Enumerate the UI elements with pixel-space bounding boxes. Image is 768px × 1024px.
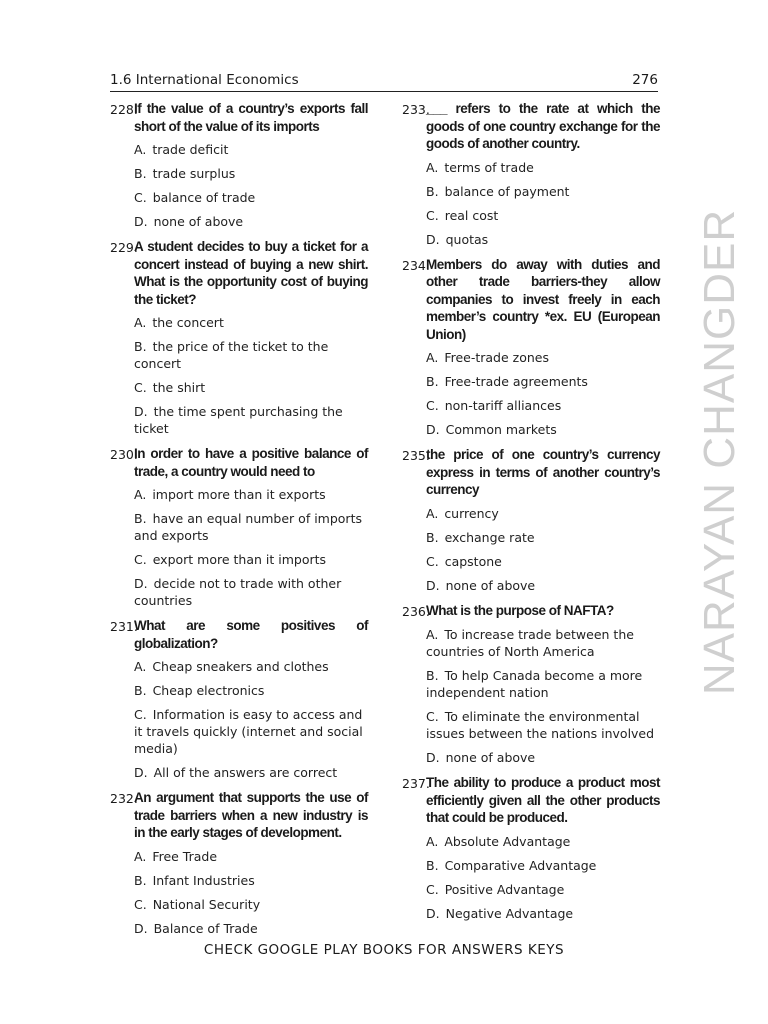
option-letter: D. xyxy=(134,920,148,936)
option-letter: C. xyxy=(426,398,439,413)
option-letter: D. xyxy=(134,765,148,780)
answer-option xyxy=(426,505,660,522)
option-text: Infant Industries xyxy=(152,872,255,888)
answer-option xyxy=(134,920,368,937)
option-text: export more than it imports xyxy=(152,552,327,567)
option-letter: D. xyxy=(426,422,440,437)
option-letter: D. xyxy=(134,214,148,229)
option-letter: A. xyxy=(134,487,147,502)
option-text: Negative Advantage xyxy=(445,905,574,921)
option-letter: C. xyxy=(134,380,147,395)
option-letter: C. xyxy=(134,707,147,722)
watermark-text: NARAYAN CHANGDER xyxy=(695,208,744,696)
option-list xyxy=(402,833,660,922)
question-text: An argument that supports the use of trade barriers when a new industry is in the early stages of development. xyxy=(134,790,368,840)
answer-option xyxy=(134,706,368,757)
answer-option xyxy=(134,551,368,568)
question-number: 231. xyxy=(110,619,138,634)
question-item xyxy=(402,602,660,767)
question-number: 228. xyxy=(110,102,138,117)
question-header xyxy=(110,789,368,842)
option-text: Free-trade agreements xyxy=(444,374,588,389)
question-item xyxy=(110,789,368,937)
answer-option xyxy=(426,421,660,438)
answer-option xyxy=(426,373,660,390)
answer-option xyxy=(134,189,368,206)
option-text: terms of trade xyxy=(444,159,534,175)
option-letter: A. xyxy=(134,142,147,157)
question-item xyxy=(402,256,660,439)
answer-option xyxy=(134,510,368,544)
question-text: In order to have a positive balance of trade, a country would need to xyxy=(134,446,368,479)
option-letter: D. xyxy=(426,577,440,593)
option-letter: A. xyxy=(426,159,439,175)
question-item xyxy=(402,100,660,248)
question-header xyxy=(110,238,368,308)
option-text: capstone xyxy=(444,553,502,569)
option-list xyxy=(402,349,660,438)
question-item xyxy=(110,100,368,230)
answer-option xyxy=(134,764,368,781)
question-text: If the value of a country’s exports fall short of the value of its imports xyxy=(134,101,368,134)
answer-option xyxy=(426,667,660,701)
question-header xyxy=(110,445,368,480)
option-text: have an equal number of imports and exports xyxy=(134,511,362,543)
option-letter: D. xyxy=(426,905,440,921)
option-letter: B. xyxy=(426,374,439,389)
option-list xyxy=(402,159,660,248)
question-number: 229. xyxy=(110,240,138,255)
question-item xyxy=(110,445,368,609)
option-letter: C. xyxy=(426,207,439,223)
option-text: none of above xyxy=(445,750,536,765)
option-text: Free-trade zones xyxy=(444,350,549,365)
answer-option xyxy=(426,207,660,224)
option-letter: C. xyxy=(426,553,439,569)
answer-option xyxy=(426,349,660,366)
option-text: To help Canada become a more independent nation xyxy=(426,668,643,700)
question-text: What is the purpose of NAFTA? xyxy=(426,602,614,618)
left-column xyxy=(110,100,368,945)
answer-option xyxy=(426,397,660,414)
answer-option xyxy=(134,165,368,182)
question-text: the price of one country’s currency express in terms of another country’s currency xyxy=(426,447,660,497)
option-text: Cheap sneakers and clothes xyxy=(152,659,329,674)
question-header xyxy=(402,256,660,344)
option-text: All of the answers are correct xyxy=(153,765,338,780)
option-text: trade surplus xyxy=(152,166,236,181)
question-header xyxy=(402,774,660,827)
answer-option xyxy=(134,314,368,331)
option-list xyxy=(402,505,660,594)
page-footer: CHECK GOOGLE PLAY BOOKS FOR ANSWERS KEYS xyxy=(203,942,565,958)
option-letter: B. xyxy=(426,529,439,545)
answer-option xyxy=(426,905,660,922)
option-letter: B. xyxy=(426,183,439,199)
option-letter: B. xyxy=(134,683,147,698)
option-letter: C. xyxy=(426,709,439,724)
answer-option xyxy=(426,881,660,898)
answer-option xyxy=(426,708,660,742)
question-header xyxy=(402,602,660,621)
option-text: Absolute Advantage xyxy=(444,833,571,849)
option-text: import more than it exports xyxy=(152,487,326,502)
option-letter: D. xyxy=(426,750,440,765)
option-list xyxy=(110,314,368,437)
option-letter: C. xyxy=(134,190,147,205)
answer-option xyxy=(134,403,368,437)
option-letter: B. xyxy=(134,339,147,354)
option-list xyxy=(402,626,660,766)
question-number: 233. xyxy=(402,102,430,117)
option-text: To eliminate the environmental issues between the nations involved xyxy=(426,709,655,741)
answer-option xyxy=(134,338,368,372)
question-text: Members do away with duties and other trade barriers-they allow companies to invest freely in each member’s country *ex. EU (European Union) xyxy=(426,256,660,342)
question-header xyxy=(110,100,368,135)
option-text: exchange rate xyxy=(444,529,535,545)
watermark xyxy=(690,208,750,696)
question-number: 230. xyxy=(110,447,138,462)
question-item xyxy=(110,238,368,437)
answer-option xyxy=(426,749,660,766)
option-letter: D. xyxy=(134,404,148,419)
option-letter: A. xyxy=(426,505,439,521)
option-list xyxy=(110,141,368,230)
question-item xyxy=(402,774,660,922)
page-number: 276 xyxy=(632,72,658,88)
option-text: the time spent purchasing the ticket xyxy=(134,404,343,436)
answer-option xyxy=(134,575,368,609)
answer-option xyxy=(134,658,368,675)
option-text: the shirt xyxy=(152,380,206,395)
option-letter: D. xyxy=(134,576,148,591)
answer-option xyxy=(426,183,660,200)
option-letter: C. xyxy=(426,881,439,897)
question-text: ___ refers to the rate at which the goods of one country exchange for the goods of another country. xyxy=(426,101,660,151)
question-item xyxy=(110,617,368,781)
option-letter: C. xyxy=(134,896,147,912)
option-letter: B. xyxy=(426,857,439,873)
answer-option xyxy=(426,159,660,176)
option-text: Free Trade xyxy=(152,848,218,864)
option-text: non-tariff alliances xyxy=(444,398,562,413)
answer-option xyxy=(134,379,368,396)
answer-option xyxy=(134,141,368,158)
answer-option xyxy=(134,896,368,913)
question-text: A student decides to buy a ticket for a concert instead of buying a new shirt. What is the opportunity cost of buying the ticket? xyxy=(134,239,368,307)
answer-option xyxy=(134,872,368,889)
option-list xyxy=(110,658,368,781)
option-list xyxy=(110,486,368,609)
option-letter: B. xyxy=(426,668,439,683)
option-text: balance of payment xyxy=(444,183,570,199)
option-text: To increase trade between the countries of North America xyxy=(426,627,634,659)
option-text: none of above xyxy=(153,214,244,229)
right-column xyxy=(402,100,660,930)
answer-option xyxy=(426,231,660,248)
question-text: What are some positives of globalization? xyxy=(134,618,368,651)
option-text: currency xyxy=(444,505,499,521)
option-letter: A. xyxy=(426,627,439,642)
question-number: 237. xyxy=(402,776,430,791)
answer-option xyxy=(426,577,660,594)
question-header xyxy=(402,446,660,499)
answer-option xyxy=(426,857,660,874)
option-list xyxy=(110,848,368,937)
option-text: Cheap electronics xyxy=(152,683,265,698)
option-text: real cost xyxy=(444,207,499,223)
page-header xyxy=(110,71,658,92)
option-text: the price of the ticket to the concert xyxy=(134,339,329,371)
option-text: Comparative Advantage xyxy=(444,857,597,873)
option-text: none of above xyxy=(445,577,536,593)
option-letter: A. xyxy=(134,315,147,330)
question-header xyxy=(402,100,660,153)
question-number: 235. xyxy=(402,448,430,463)
option-text: quotas xyxy=(445,231,489,247)
answer-option xyxy=(134,682,368,699)
question-item xyxy=(402,446,660,594)
answer-option xyxy=(134,486,368,503)
answer-option xyxy=(134,213,368,230)
section-title: 1.6 International Economics xyxy=(110,72,299,88)
option-letter: D. xyxy=(426,231,440,247)
answer-option xyxy=(426,833,660,850)
option-letter: A. xyxy=(134,659,147,674)
option-letter: A. xyxy=(426,833,439,849)
option-letter: A. xyxy=(134,848,147,864)
question-number: 236. xyxy=(402,603,430,619)
question-number: 234. xyxy=(402,257,430,273)
option-letter: A. xyxy=(426,350,439,365)
question-header xyxy=(110,617,368,652)
option-text: balance of trade xyxy=(152,190,256,205)
option-text: trade deficit xyxy=(152,142,229,157)
question-text: The ability to produce a product most efficiently given all the other products that could be produced. xyxy=(426,775,660,825)
answer-option xyxy=(426,553,660,570)
option-text: Balance of Trade xyxy=(153,920,258,936)
option-letter: C. xyxy=(134,552,147,567)
option-text: the concert xyxy=(152,315,224,330)
question-number: 232. xyxy=(110,791,138,806)
answer-option xyxy=(134,848,368,865)
option-letter: B. xyxy=(134,511,147,526)
option-text: National Security xyxy=(152,896,261,912)
answer-option xyxy=(426,529,660,546)
option-text: Common markets xyxy=(445,422,557,437)
option-text: decide not to trade with other countries xyxy=(134,576,342,608)
answer-option xyxy=(426,626,660,660)
option-letter: B. xyxy=(134,872,147,888)
option-text: Information is easy to access and it travels quickly (internet and social media) xyxy=(134,707,363,756)
option-letter: B. xyxy=(134,166,147,181)
option-text: Positive Advantage xyxy=(444,881,565,897)
